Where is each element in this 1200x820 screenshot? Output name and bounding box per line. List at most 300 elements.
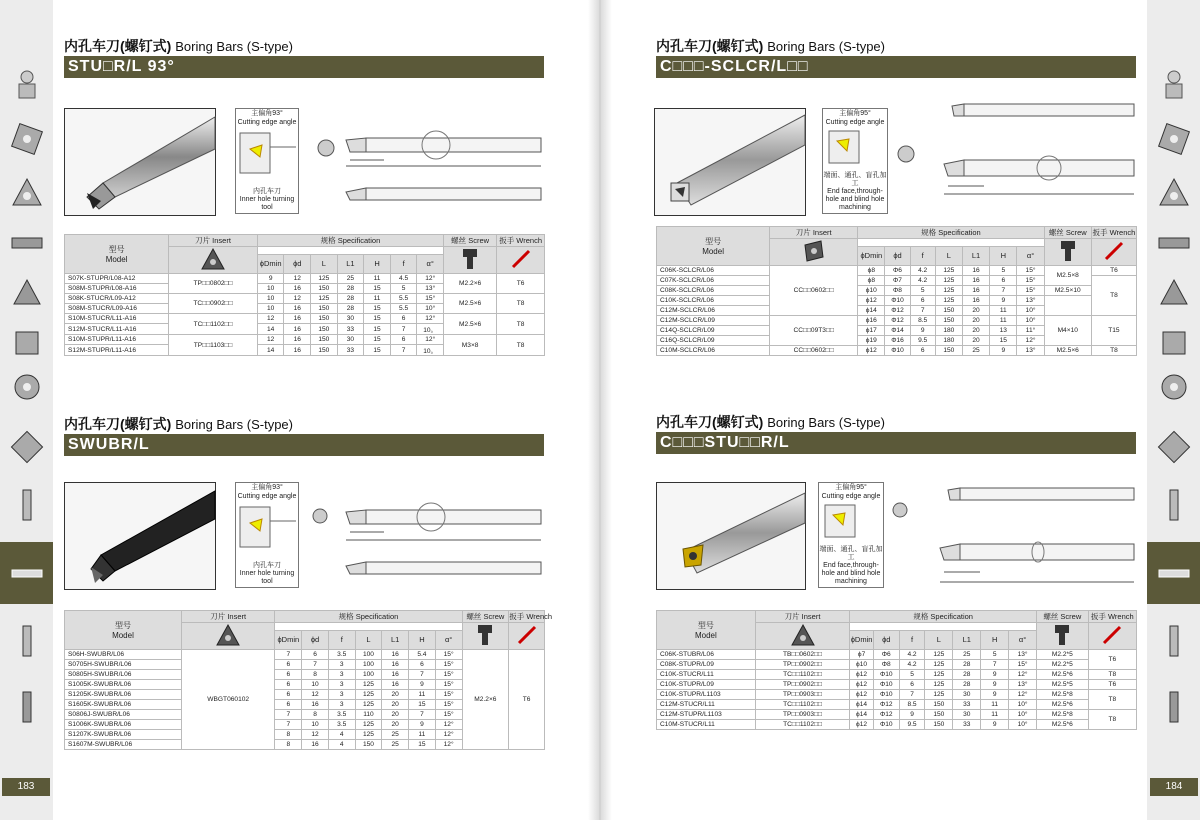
page-number-right: 184 [1150,778,1198,796]
screw-cell: M2.5*6 [1037,720,1089,730]
header-insert: 刀片 Insert [755,611,849,623]
left-category-strip [0,0,53,820]
spec-cell: ϕ12 [850,690,874,700]
spec-cell: 100 [355,650,382,660]
insert-cell: CC□□09T3□□ [770,316,858,346]
spec-cell: 8.5 [910,316,935,326]
model-cell: S1006K-SWUBR/L06 [65,720,182,730]
spec-cell: 9.5 [910,336,935,346]
spec-cell: ϕ8 [858,276,885,286]
angle-label-en: Cutting edge angle [821,493,881,500]
spec-cell: 15° [435,680,462,690]
spec-cell: 25 [337,274,364,284]
section-stu [64,36,546,396]
angle-sketch [819,501,883,541]
spec-cell: 125 [935,266,962,276]
spec-cell: 16 [284,304,311,314]
spec-cell: 6 [390,314,417,324]
model-cell: S0705H-SWUBR/L06 [65,660,182,670]
insert-cell: TP□□0903□□ [755,710,849,720]
spec-cell: 16 [382,650,409,660]
spec-cell: 9 [990,296,1017,306]
insert-cell: TP□□1103□□ [169,335,258,356]
spec-cell: 150 [311,345,338,356]
spec-cell: 10 [302,680,329,690]
spec-cell: 7 [390,345,417,356]
screw-cell: M2.5*5 [1037,680,1089,690]
spec-cell: 4.2 [899,660,925,670]
header-insert: 刀片 Insert [770,227,858,239]
active-category-tab[interactable] [1147,542,1200,604]
model-cell: S10M-STUCR/L11-A16 [65,314,169,324]
spec-cell: 9 [981,720,1009,730]
spec-cell: 20 [382,700,409,710]
model-cell: C10M-STUCR/L11 [657,720,756,730]
spec-cell: 10° [1009,710,1037,720]
spec-cell: Φ12 [873,710,899,720]
header-spec: 规格 Specification [275,611,462,623]
spec-cell: 4.2 [899,650,925,660]
table-row [65,335,545,345]
spec-cell: 16 [284,324,311,335]
header-model: 型号 Model [65,611,182,650]
page-gutter [588,0,612,820]
spec-col-header: ϕDmin [257,254,284,273]
spec-cell: 15° [1009,660,1037,670]
table-row [657,296,1137,306]
model-cell: S08M-STUPR/L08-A16 [65,284,169,294]
spec-cell: 125 [925,650,953,660]
spec-cell: 11 [409,690,436,700]
wrench-cell: T8 [497,335,545,356]
spec-cell: 30 [337,314,364,324]
spec-cell: ϕ12 [858,346,885,356]
table-row [657,286,1137,296]
boring-bar-photo [655,109,807,217]
spec-cell: 16 [382,680,409,690]
screw-cell: M2.5×10 [1044,286,1091,296]
wrench-cell: T6 [1088,650,1136,670]
spec-cell: 11 [981,710,1009,720]
spec-cell: 16 [284,314,311,324]
spec-cell: 3 [328,700,355,710]
spec-cell: 150 [925,700,953,710]
wrench-icon [509,247,533,271]
header-wrench: 扳手 Wrench [1092,228,1136,237]
model-cell: S12M-STUCR/L11-A16 [65,324,169,335]
spec-cell: 6 [275,690,302,700]
spec-cell: 9.5 [899,720,925,730]
screw-cell: M2.2*5 [1037,650,1089,660]
spec-cell: 3.5 [328,710,355,720]
product-photo [64,482,216,590]
model-cell: S06H-SWUBR/L06 [65,650,182,660]
spec-cell: 16 [382,660,409,670]
screw-cell: M3×8 [444,335,497,356]
spec-cell: ϕ14 [858,306,885,316]
trigon-insert-icon [215,623,241,647]
indexable-drill-icon [1157,690,1191,724]
spec-cell: ϕ17 [858,326,885,336]
spec-cell: 11 [364,274,391,284]
spec-col-header: ϕDmin [275,630,302,649]
triangle-insert-icon [1157,176,1191,210]
spec-cell: 12 [284,274,311,284]
model-cell: C08K-SCLCR/L06 [657,286,770,296]
table-row [65,274,545,284]
spec-cell: 12 [302,690,329,700]
section-model-bar: STU□R/L 93° [64,56,544,78]
wrench-cell: T8 [1088,690,1136,710]
drill-icon [1157,624,1191,658]
spec-cell: Φ10 [873,680,899,690]
spec-col-header: H [409,630,436,649]
triangle-insert-icon [10,176,44,210]
spec-cell: 10。 [417,324,444,335]
spec-cell: 25 [382,730,409,740]
spec-cell: 15 [364,304,391,314]
spec-cell: 20 [382,690,409,700]
spec-cell: 15° [1017,286,1044,296]
round-insert-icon [10,370,44,404]
spec-cell: Φ12 [873,700,899,710]
spec-cell: 7 [990,286,1017,296]
spec-cell: 28 [953,680,981,690]
screw-cell: M2.2*5 [1037,660,1089,670]
spec-cell: 28 [337,284,364,294]
spec-cell: 10° [1017,306,1044,316]
spec-cell: 11 [981,700,1009,710]
section-sclcr [656,36,1138,396]
table-row [657,346,1137,356]
spec-col-header: L [935,246,962,265]
square-insert-icon [10,122,44,156]
spec-cell: ϕ14 [850,700,874,710]
spec-cell: 15° [417,294,444,304]
rhombic-insert-icon [801,239,827,263]
spec-cell: 13° [1017,296,1044,306]
header-model: 型号 Model [657,227,770,266]
insert-cell: TP□□0902□□ [755,680,849,690]
spec-cell: 20 [962,316,989,326]
model-cell: S12M-STUPR/L11-A16 [65,345,169,356]
table-row [657,650,1137,660]
spec-cell: Φ8 [885,286,910,296]
spec-cell: 6 [275,680,302,690]
spec-cell: 30 [953,710,981,720]
model-cell: S1005K-SWUBR/L06 [65,680,182,690]
spec-cell: 5.4 [409,650,436,660]
spec-cell: 11 [990,316,1017,326]
spec-cell: 125 [355,720,382,730]
cutting-angle-diagram [818,482,884,588]
spec-cell: 5 [899,670,925,680]
section-c-stu [656,412,1138,782]
spec-cell: 125 [935,296,962,306]
screw-cell: M2.5×6 [444,314,497,335]
active-category-tab[interactable] [0,542,53,604]
spec-cell: 125 [925,670,953,680]
spec-cell: 125 [355,690,382,700]
insert-cell: TB□□0602□□ [755,650,849,660]
header-wrench: 扳手 Wrench [1088,611,1136,623]
spec-cell: 30 [337,335,364,345]
end-face-caption: 端面、通孔、盲孔加工 End face,through-hole and blind hole machining [823,172,887,211]
spec-cell: 5 [990,266,1017,276]
spec-cell: 4 [328,730,355,740]
spec-cell: ϕ12 [858,296,885,306]
spec-cell: 9 [990,346,1017,356]
angle-label-cn: 主偏角95° [835,484,867,491]
spec-col-header: α° [417,254,444,273]
spec-cell: 6 [275,660,302,670]
square-insert-icon [1157,122,1191,156]
insert-image [181,623,275,650]
section-title: 内孔车刀(螺钉式) Boring Bars (S-type) [64,416,293,432]
wrench-cell: T8 [1088,710,1136,730]
model-cell: C10K-STUPR/L1103 [657,690,756,700]
screw-cell: M2.2×6 [444,274,497,294]
spec-cell: 12° [417,335,444,345]
wrench-cell: T8 [1091,346,1136,356]
spec-col-header: f [910,246,935,265]
spec-col-header: f [328,630,355,649]
spec-cell: ϕ12 [850,720,874,730]
spec-cell: 15 [409,700,436,710]
insert-cell: WBGT060102 [181,650,275,750]
spec-cell: 4.2 [910,276,935,286]
spec-cell: 12° [435,720,462,730]
spec-cell: 3.5 [328,720,355,730]
spec-cell: 150 [311,335,338,345]
model-cell: S0806J-SWUBR/L06 [65,710,182,720]
spec-cell: Φ10 [885,296,910,306]
spec-col-header: ϕDmin [850,630,874,649]
wrench-cell: T6 [1091,266,1136,276]
screw-image [1044,239,1091,266]
spec-cell: 14 [257,345,284,356]
model-cell: S08K-STUCR/L09-A12 [65,294,169,304]
spec-cell: 33 [337,345,364,356]
spec-table-sclcr [656,226,1137,356]
spec-cell: 15 [364,324,391,335]
triangle-insert-icon [200,247,226,271]
spec-cell: 125 [935,276,962,286]
spec-cell: ϕ7 [850,650,874,660]
table-row [657,690,1137,700]
spec-cell: 28 [337,304,364,314]
spec-cell: 12 [302,730,329,740]
spec-cell: 7 [390,324,417,335]
boring-bar-icon [10,556,44,590]
table-row [657,316,1137,326]
spec-col-header: f [899,630,925,649]
model-cell: S07K-STUPR/L08-A12 [65,274,169,284]
screw-cell: M2.2×6 [462,650,509,750]
spec-table-c-stu [656,610,1137,730]
header-insert: 刀片 Insert [181,611,275,623]
spec-cell: 33 [337,324,364,335]
spec-cell: 125 [935,286,962,296]
spec-cell: 6 [910,346,935,356]
spec-col-header: L1 [962,246,989,265]
wrench-cell: T8 [1091,276,1136,316]
spec-cell: 12° [1017,336,1044,346]
spec-cell: 125 [355,730,382,740]
spec-cell: 12° [417,314,444,324]
spec-cell: 28 [337,294,364,304]
spec-cell: Φ8 [873,660,899,670]
wrench-icon [1100,623,1124,647]
spec-cell: 9 [899,710,925,720]
spec-cell: 7 [981,660,1009,670]
spec-table-swubr [64,610,553,750]
screw-image [462,623,509,650]
spec-cell: 13° [417,284,444,294]
spec-cell: 16 [382,670,409,680]
spec-cell: 9 [981,690,1009,700]
mascot-icon [10,68,44,102]
spec-cell: 6 [275,670,302,680]
spec-cell: 3 [328,690,355,700]
spec-cell: 33 [953,720,981,730]
header-screw: 螺丝 Screw [1044,227,1091,239]
product-photo [654,108,806,216]
spec-cell: 150 [355,740,382,750]
screw-cell: M2.5*6 [1037,670,1089,680]
thread-insert-icon [10,276,44,310]
insert-cell: TP□□0903□□ [755,690,849,700]
spec-cell: 6 [990,276,1017,286]
model-cell: C14Q-SCLCR/L09 [657,326,770,336]
header-screw: 螺丝 Screw [462,611,509,623]
spec-cell: 3 [328,680,355,690]
screw-cell: M2.5*6 [1037,700,1089,710]
spec-cell: 15 [364,335,391,345]
dimension-drawing [894,98,1138,210]
spec-cell: 12 [257,335,284,345]
model-cell: S10M-STUPR/L11-A16 [65,335,169,345]
spec-cell: 13° [1009,650,1037,660]
section-title: 内孔车刀(螺钉式) Boring Bars (S-type) [656,38,885,54]
spec-cell: 10° [417,304,444,314]
insert-image [169,247,258,274]
inner-tool-caption: 内孔车刀 Inner hole turning tool [239,562,295,585]
insert-cell: TC□□1102□□ [755,720,849,730]
screw-image [444,247,497,274]
spec-cell: 150 [935,306,962,316]
insert-cell: TC□□1102□□ [755,670,849,680]
spec-cell: 10° [1009,700,1037,710]
spec-cell: 20 [382,720,409,730]
thread-insert-icon [1157,276,1191,310]
spec-cell: 8.5 [899,700,925,710]
spec-cell: 125 [925,680,953,690]
spec-cell: 9 [910,326,935,336]
screw-icon [459,247,481,271]
spec-cell: 10 [257,284,284,294]
product-photo [656,482,806,590]
header-wrench: 扳手 Wrench [497,235,545,247]
table-row [65,650,545,660]
spec-cell: ϕ19 [858,336,885,346]
spec-cell: 7 [409,670,436,680]
spec-cell: 6 [899,680,925,690]
screw-icon [1057,239,1079,263]
drill-icon [10,624,44,658]
spec-cell: 20 [962,306,989,316]
insert-cell: TC□□1102□□ [169,314,258,335]
wrench-cell: T15 [1091,316,1136,346]
spec-cell: 100 [355,660,382,670]
spec-cell: 100 [355,670,382,680]
wrench-cell: T6 [497,274,545,294]
spec-cell: 3 [328,670,355,680]
spec-cell: 7 [302,660,329,670]
angle-label-en: Cutting edge angle [237,119,297,126]
wrench-image [497,247,545,274]
wrench-cell: T8 [497,294,545,314]
wrench-icon [1102,239,1126,263]
spec-cell: ϕ14 [850,710,874,720]
spec-cell: 20 [962,326,989,336]
spec-cell: 28 [953,660,981,670]
wrench-cell: T8 [1088,670,1136,680]
spec-cell: 15° [435,660,462,670]
spec-cell: Φ7 [885,276,910,286]
spec-cell: 6 [910,296,935,306]
spec-cell: 25 [953,650,981,660]
spec-cell: 125 [311,274,338,284]
spec-col-header: L1 [337,254,364,273]
spec-col-header: L1 [382,630,409,649]
spec-cell: 28 [953,670,981,680]
spec-cell: ϕ10 [850,660,874,670]
spec-cell: 16 [284,284,311,294]
spec-cell: 9 [981,680,1009,690]
spec-cell: 12° [435,740,462,750]
spec-cell: 13° [1017,346,1044,356]
spec-cell: 150 [935,346,962,356]
table-row [657,306,1137,316]
spec-col-header: H [364,254,391,273]
model-cell: C10K-SCLCR/L06 [657,296,770,306]
wrench-image [1088,623,1136,650]
spec-col-header: ϕDmin [858,246,885,265]
spec-cell: Φ12 [885,316,910,326]
spec-cell: 4.5 [390,274,417,284]
end-face-caption: 端面、通孔、盲孔加工 End face,through-hole and blind hole machining [819,546,883,585]
insert-cell: TP□□0802□□ [169,274,258,294]
header-model: 型号 Model [65,235,169,274]
product-photo [64,108,216,216]
header-model: 型号 Model [657,611,756,650]
spec-cell: 8 [302,670,329,680]
endmill-icon [10,488,44,522]
spec-cell: 16 [962,266,989,276]
spec-cell: 25 [382,740,409,750]
insert-cell: CC□□0602□□ [770,346,858,356]
header-insert: 刀片 Insert [169,235,258,247]
screw-cell: M2.5*8 [1037,690,1089,700]
spec-cell: 16 [962,286,989,296]
round-insert-icon [1157,370,1191,404]
spec-cell: 12 [284,294,311,304]
spec-cell: Φ14 [885,326,910,336]
table-row [657,670,1137,680]
insert-image [755,623,849,650]
spec-cell: Φ16 [885,336,910,346]
